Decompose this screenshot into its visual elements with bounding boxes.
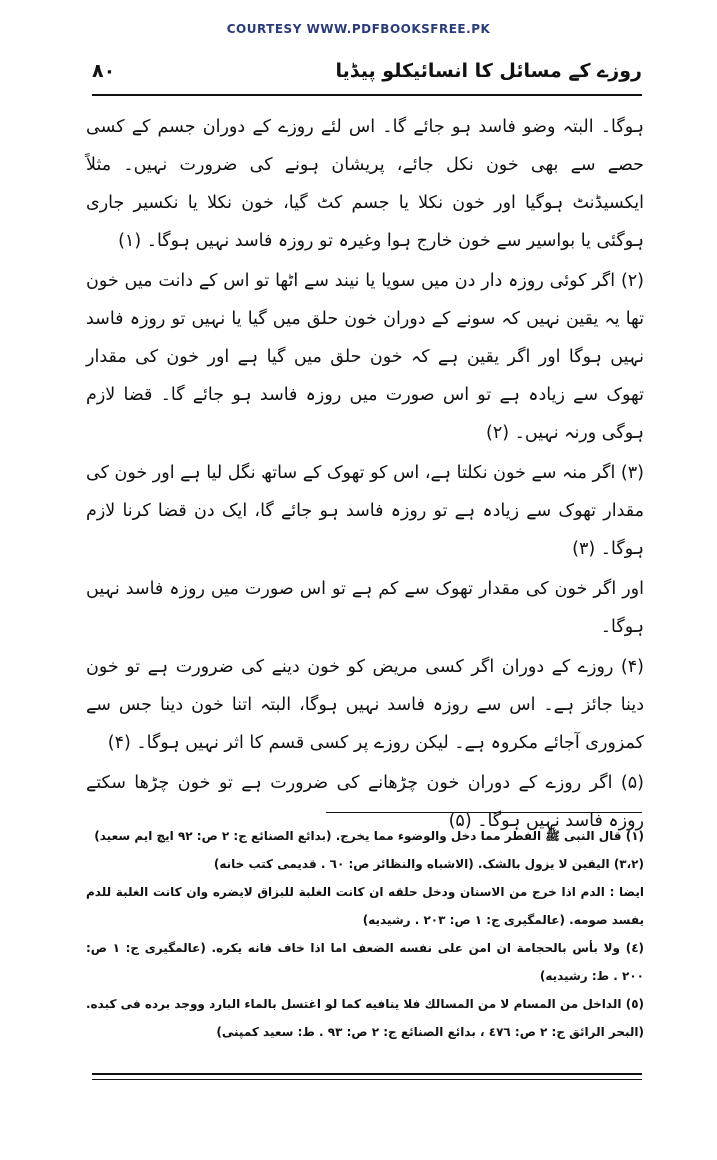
footer-divider-thin bbox=[92, 1079, 642, 1080]
footnote: (۱) قال النبی ﷺ الفطر مما دخل والوضوء مما یخرج. (بدائع الصنائع ج: ۲ ص: ۹۲ ایچ ایم سعید) bbox=[94, 829, 644, 843]
footnote: ایضا : الدم اذا خرج من الاسنان ودخل حلقه ان کانت الغلبة للبزاق لایضره وان کانت الغلبة للدم یفسد صومه. (عالمگیری ج: ۱ ص: ۲۰۳ . رشیدیه) bbox=[86, 885, 644, 927]
book-title: روزے کے مسائل کا انسائیکلو پیڈیا bbox=[335, 60, 642, 82]
paragraph: (۵) اگر روزے کے دوران خون چڑھانے کی ضرورت ہے تو خون چڑھا سکتے روزہ فاسد نہیں ہوگا۔ (۵) bbox=[86, 773, 644, 831]
paragraph: ہوگا۔ البتہ وضو فاسد ہو جائے گا۔ اس لئے روزے کے دوران جسم کے کسی حصے سے بھی خون نکل جائے، پریشان ہونے کی ضرورت نہیں۔ مثلاً ایکسیڈنٹ ہوگیا اور خون نکلا یا جسم کٹ گیا، خون نکلا یا نکسیر جاری ہوگئی یا بواسیر سے خون خارج ہوا وغیرہ تو روزہ فاسد نہیں ہوگا۔ (۱) bbox=[86, 117, 644, 251]
paragraph: (۴) روزے کے دوران اگر کسی مریض کو خون دینے کی ضرورت ہے تو خون دینا جائز ہے۔ اس سے روزہ فاسد نہیں ہوگا، البتہ اتنا خون دینا جس سے کمزوری آجائے مکروہ ہے۔ لیکن روزے پر کسی قسم کا اثر نہیں ہوگا۔ (۴) bbox=[86, 657, 644, 753]
footnote-divider bbox=[326, 812, 642, 813]
courtesy-watermark: COURTESY WWW.PDFBOOKSFREE.PK bbox=[226, 22, 491, 36]
paragraph: (۲) اگر کوئی روزہ دار دن میں سویا یا نیند سے اٹھا تو اس کے دانت میں خون تھا یہ یقین نہیں کہ سونے کے دوران خون حلق میں گیا یا نہیں تو روزہ فاسد نہیں ہوگا اور اگر یقین ہے کہ خون حلق میں گیا ہے اور خون کی مقدار تھوک سے زیادہ ہے تو اس صورت میں روزہ فاسد ہو جائے گا۔ قضا لازم ہوگی ورنہ نہیں۔ (۲) bbox=[86, 271, 644, 443]
main-text bbox=[86, 108, 644, 842]
footnote: (۳،۲) الیقین لا یزول بالشک. (الاشباه والنظائر ص: ٦٠ . قدیمی کتب خانه) bbox=[213, 857, 644, 871]
paragraph: اور اگر خون کی مقدار تھوک سے کم ہے تو اس صورت میں روزہ فاسد نہیں ہوگا۔ bbox=[86, 579, 644, 637]
page-header bbox=[92, 56, 642, 92]
footnotes bbox=[86, 822, 644, 1046]
footnote: (٥) الداخل من المسام لا من المسالك فلا ینافیه کما لو اغتسل بالماء البارد ووجد برده فی کبده. (البحر الرائق ج: ۲ ص: ٤٧٦ ، بدائع الصنائع ج: ۲ ص: ۹۳ . ط: سعید کمپنی) bbox=[86, 997, 644, 1039]
header-divider bbox=[92, 94, 642, 96]
footnote: (٤) ولا بأس بالحجامة ان امن علی نفسه الضعف اما اذا خاف فانه یکره. (عالمگیری ج: ۱ ص: ۲۰۰ . ط: رشیدیه) bbox=[86, 941, 644, 983]
paragraph: (۳) اگر منہ سے خون نکلتا ہے، اس کو تھوک کے ساتھ نگل لیا ہے اور خون کی مقدار تھوک سے زیادہ ہے تو روزہ فاسد ہو جائے گا، ایک دن قضا کرنا لازم ہوگا۔ (۳) bbox=[86, 463, 644, 559]
page-number: ۸۰ bbox=[92, 60, 116, 82]
footer-divider bbox=[92, 1073, 642, 1075]
